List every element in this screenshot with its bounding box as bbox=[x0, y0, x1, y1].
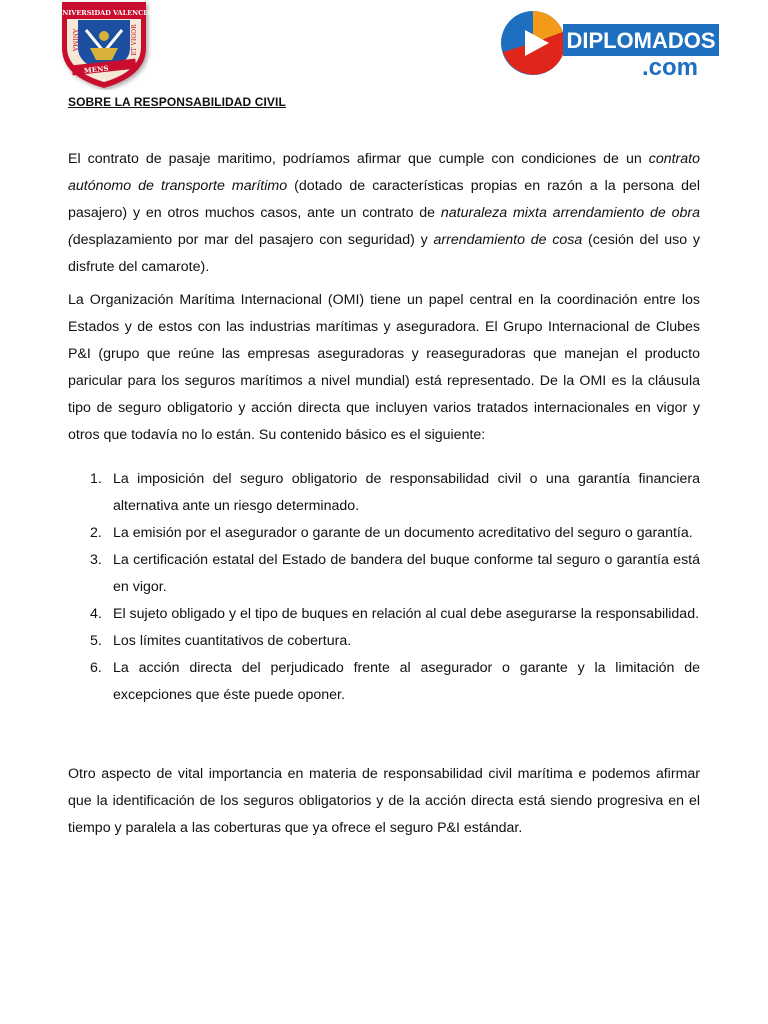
list-item-text: El sujeto obligado y el tipo de buques en relación al cual debe asegurarse la responsabilidad. bbox=[113, 606, 700, 622]
crest-right-text: ET VIGOR bbox=[131, 24, 138, 56]
diplomados-dotcom: .com bbox=[641, 54, 699, 81]
list-item-text: La imposición del seguro obligatorio de responsabilidad civil o una garantía financiera alternativa ante un riesgo determinado. bbox=[113, 471, 700, 514]
list-item-number: 1. bbox=[90, 471, 102, 487]
list-item-text: La acción directa del perjudicado frente al asegurador o garante y la limitación de excepciones que éste puede oponer. bbox=[113, 660, 700, 703]
list-item bbox=[68, 547, 700, 601]
list-item-number: 2. bbox=[90, 525, 102, 541]
list-item bbox=[68, 628, 700, 655]
list-item-number: 6. bbox=[90, 660, 102, 676]
text-segment: El contrato de pasaje maritimo, podríamos afirmar que cumple con condiciones de un bbox=[68, 151, 649, 167]
crest-left-text: ANIMA bbox=[71, 28, 78, 52]
university-crest-logo bbox=[54, 0, 154, 90]
paragraph-3: Otro aspecto de vital importancia en materia de responsabilidad civil marítima e podemos afirmar que la identificación de los seguros obligatorios y de la acción directa está siendo progresiva en el tiempo y paralela a las coberturas que ya ofrece el seguro P&I estándar. bbox=[68, 766, 700, 836]
requirements-list bbox=[68, 466, 700, 709]
list-item-number: 5. bbox=[90, 633, 102, 649]
paragraph-2: La Organización Marítima Internacional (OMI) tiene un papel central en la coordinación entre los Estados y de estos con las industrias marítimas y aseguradora. El Grupo Internacional de Clubes P&I (grupo que reúne las empresas aseguradoras y reaseguradoras que manejan el producto paricular para los seguros marítimos a nivel mundial) está representado. De la OMI es la cláusula tipo de seguro obligatorio y acción directa que incluyen varios tratados internacionales en vigor y otros que todavía no lo están. Su contenido básico es el siguiente: bbox=[68, 292, 700, 443]
text-segment: (cesión del uso y disfrute del camarote). bbox=[68, 232, 700, 275]
italic-text-segment: contrato autónomo de transporte marítimo bbox=[68, 151, 700, 194]
list-item-text: La certificación estatal del Estado de bandera del buque conforme tal seguro o garantía está en vigor. bbox=[113, 552, 700, 595]
text-segment: desplazamiento por mar del pasajero con seguridad) y bbox=[72, 232, 434, 248]
list-item bbox=[68, 655, 700, 709]
list-item bbox=[68, 601, 700, 628]
list-item-text: Los límites cuantitativos de cobertura. bbox=[113, 633, 352, 649]
paragraph-1 bbox=[68, 146, 700, 281]
crest-bottom-text: MENS bbox=[83, 63, 109, 76]
list-item-number: 3. bbox=[90, 552, 102, 568]
text-segment: (dotado de características propias en razón a la persona del pasajero) y en otros muchos casos, ante un contrato de bbox=[68, 178, 701, 221]
italic-text-segment: naturaleza mixta arrendamiento de obra ( bbox=[68, 205, 700, 248]
list-item bbox=[68, 520, 700, 547]
diplomados-logo bbox=[497, 6, 722, 82]
crest-top-text: UNIVERSIDAD VALENCIA bbox=[56, 9, 152, 17]
list-item-number: 4. bbox=[90, 606, 102, 622]
section-heading: SOBRE LA RESPONSABILIDAD CIVIL bbox=[68, 95, 286, 109]
list-item bbox=[68, 466, 700, 520]
diplomados-wordmark: DIPLOMADOS bbox=[566, 28, 716, 53]
list-item-text: La emisión por el asegurador o garante de un documento acreditativo del seguro o garantía. bbox=[113, 525, 693, 541]
italic-text-segment: arrendamiento de cosa bbox=[433, 232, 583, 248]
